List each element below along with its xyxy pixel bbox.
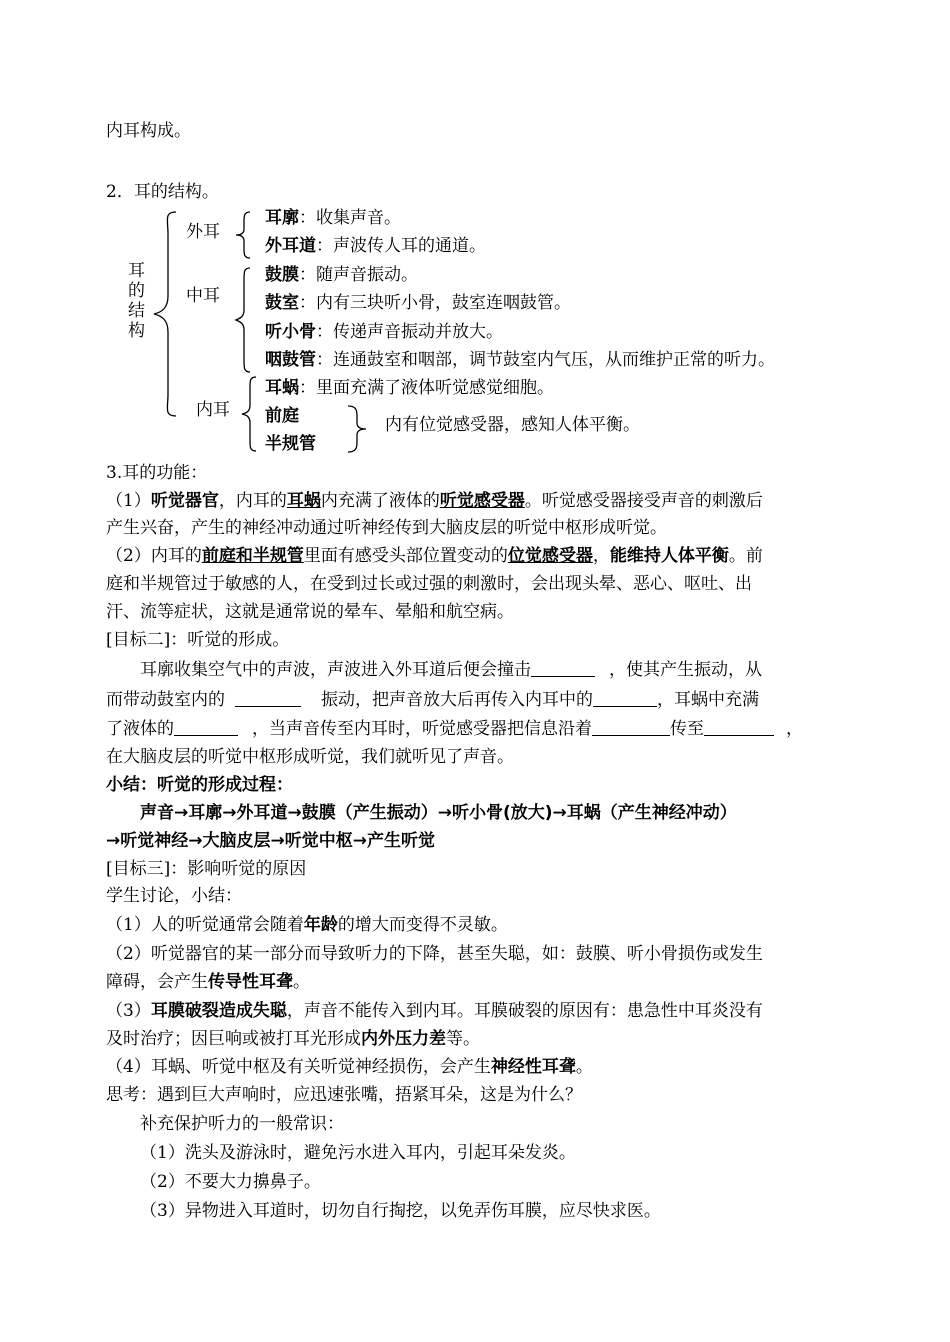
ossicles-term: 听小骨 — [265, 322, 316, 342]
i1b: 年龄 — [303, 915, 338, 935]
i2d: 。 — [293, 972, 310, 992]
cause-1 — [106, 915, 508, 935]
blank-3[interactable] — [593, 691, 657, 707]
auricle-desc: ：收集声音。 — [299, 208, 401, 228]
ear-canal-term: 外耳道 — [265, 236, 316, 256]
ossicles-line — [265, 322, 503, 342]
blank-5[interactable] — [592, 720, 670, 736]
goal2-line1 — [140, 660, 762, 680]
vestibule-term: 前庭 — [265, 406, 299, 426]
cochlea-term: 耳蜗 — [265, 378, 299, 398]
outer-ear-label: 外耳 — [186, 222, 220, 242]
g2-l3c: 传至 — [670, 719, 704, 739]
g2-l1b: ，使其产生振动，从 — [609, 660, 762, 680]
blank-1[interactable] — [531, 661, 595, 677]
ossicles-desc: ：传递声音振动并放大。 — [316, 322, 503, 342]
middle-ear-label: 中耳 — [186, 286, 220, 306]
goal2-line3 — [106, 719, 803, 739]
i3a: （3） — [106, 1001, 151, 1021]
goal2-line2 — [106, 690, 759, 710]
function-2-line3: 汗、流等症状，这就是通常说的晕车、晕船和航空病。 — [106, 602, 514, 622]
blank-6[interactable] — [704, 720, 774, 736]
p1-d: 耳蜗 — [286, 491, 321, 511]
g2-l3a: 了液体的 — [106, 719, 174, 739]
function-2-line2: 庭和半规管过于敏感的人，在受到过长或过强的刺激时，会出现头晕、恶心、呕吐、出 — [106, 574, 752, 594]
i3b: 耳膜破裂造成失聪 — [150, 1001, 287, 1021]
cochlea-desc: ：里面充满了液体听觉感觉细胞。 — [299, 378, 554, 398]
eardrum-line — [265, 265, 418, 285]
goal3-discussion: 学生讨论，小结： — [106, 886, 242, 906]
cause-4 — [106, 1057, 593, 1077]
main-brace — [150, 210, 180, 420]
auricle-term: 耳廓 — [265, 208, 299, 228]
ear-canal-desc: ：声波传人耳的通道。 — [316, 236, 486, 256]
eustachian-desc: ：连通鼓室和咽部，调节鼓室内气压，从而维护正常的听力。 — [316, 350, 775, 370]
cause-3-line2 — [106, 1029, 480, 1049]
blank-4[interactable] — [174, 720, 238, 736]
function-1-line1 — [106, 491, 763, 511]
outer-brace — [232, 210, 254, 260]
root-char-4: 构 — [128, 321, 145, 341]
blank-2[interactable] — [235, 691, 301, 707]
balance-brace — [344, 404, 370, 454]
i3c: ，声音不能传入到内耳。耳膜破裂的原因有：患急性中耳炎没有 — [286, 1001, 763, 1021]
balance-note: 内有位觉感受器，感知人体平衡。 — [385, 415, 640, 435]
semicircular-canals-term: 半规管 — [265, 434, 316, 454]
auricle-line — [265, 208, 401, 228]
root-char-2: 的 — [128, 281, 145, 301]
p2-a: （2）内耳的 — [106, 546, 202, 566]
p2-g: 。前 — [728, 546, 763, 566]
i3e: 内外压力差 — [361, 1029, 446, 1049]
function-1-line2: 产生兴奋，产生的神经冲动通过听神经传到大脑皮层的听觉中枢形成听觉。 — [106, 518, 667, 538]
p1-c: ，内耳的 — [218, 491, 287, 511]
p1-a: （1） — [106, 491, 151, 511]
p1-g: 。听觉感受器接受声音的刺激后 — [524, 491, 763, 511]
summary-heading: 小结：听觉的形成过程： — [106, 775, 293, 795]
eardrum-desc: ：随声音振动。 — [299, 265, 418, 285]
p2-c: 里面有感受头部位置变动的 — [303, 546, 508, 566]
g2-l2a: 而带动鼓室内的 — [106, 690, 225, 710]
i4a: （4）耳蜗、听觉中枢及有关听觉神经损伤，会产生 — [106, 1057, 491, 1077]
section3-heading: 3.耳的功能： — [106, 463, 208, 483]
supplement-3: （3）异物进入耳道时，切勿自行掏挖，以免弄伤耳膜，应尽快求医。 — [140, 1201, 661, 1221]
p1-b: 听觉器官 — [150, 491, 219, 511]
i1a: （1）人的听觉通常会随着 — [106, 915, 304, 935]
tympanic-cavity-desc: ：内有三块听小骨，鼓室连咽鼓管。 — [299, 293, 571, 313]
g2-l2b: 振动，把声音放大后再传入内耳中的 — [321, 690, 593, 710]
p2-e: ， — [592, 546, 610, 566]
cause-2-line2 — [106, 972, 310, 992]
supplement-1: （1）洗头及游泳时，避免污水进入耳内，引起耳朵发炎。 — [140, 1143, 576, 1163]
cause-3-line1 — [106, 1001, 763, 1021]
i2b: 障碍，会产生 — [106, 972, 208, 992]
i4b: 神经性耳聋 — [490, 1057, 576, 1077]
p2-d: 位觉感受器 — [507, 546, 593, 566]
i1c: 的增大而变得不灵敏。 — [337, 915, 508, 935]
p2-f: 能维持人体平衡 — [609, 546, 729, 566]
function-2-line1 — [106, 546, 763, 566]
g2-l1a: 耳廓收集空气中的声波，声波进入外耳道后便会撞击 — [140, 660, 531, 680]
i2c: 传导性耳聋 — [208, 972, 293, 992]
ear-canal-line — [265, 236, 486, 256]
p1-e: 内充满了液体的 — [320, 491, 440, 511]
cause-2-line1: （2）听觉器官的某一部分而导致听力的下降，甚至失聪，如：鼓膜、听小骨损伤或发生 — [106, 944, 763, 964]
tympanic-cavity-term: 鼓室 — [265, 293, 299, 313]
tympanic-cavity-line — [265, 293, 571, 313]
root-char-3: 结 — [128, 301, 145, 321]
summary-flow-2: →听觉神经→大脑皮层→听觉中枢→产生听觉 — [106, 831, 435, 851]
g2-l3d: ， — [786, 719, 803, 739]
i3d: 及时治疗；因巨响或被打耳光形成 — [106, 1029, 361, 1049]
p1-f: 听觉感受器 — [439, 491, 525, 511]
intro-tail: 内耳构成。 — [106, 121, 191, 141]
goal3-heading: [目标三]：影响听觉的原因 — [106, 859, 307, 879]
middle-brace — [232, 266, 254, 374]
eustachian-line — [265, 350, 775, 370]
section2-heading: 2．耳的结构。 — [106, 182, 219, 202]
g2-l3b: ，当声音传至内耳时，听觉感受器把信息沿着 — [252, 719, 592, 739]
inner-ear-label: 内耳 — [196, 400, 230, 420]
eustachian-term: 咽鼓管 — [265, 350, 316, 370]
summary-flow-1: 声音→耳廓→外耳道→鼓膜（产生振动）→听小骨(放大)→耳蜗（产生神经冲动） — [140, 803, 737, 823]
i3f: 等。 — [446, 1029, 480, 1049]
eardrum-term: 鼓膜 — [265, 265, 299, 285]
g2-l2c: ，耳蜗中充满 — [657, 690, 759, 710]
supplement-2: （2）不要大力擤鼻子。 — [140, 1172, 321, 1192]
supplement-heading: 补充保护听力的一般常识： — [140, 1114, 344, 1134]
p2-b: 前庭和半规管 — [201, 546, 304, 566]
cochlea-line — [265, 378, 554, 398]
goal2-heading: [目标二]：听觉的形成。 — [106, 630, 290, 650]
i4c: 。 — [575, 1057, 593, 1077]
inner-brace — [238, 375, 260, 453]
think-question: 思考：遇到巨大声响时，应迅速张嘴，捂紧耳朵，这是为什么？ — [106, 1085, 582, 1105]
goal2-line4: 在大脑皮层的听觉中枢形成听觉，我们就听见了声音。 — [106, 747, 514, 767]
root-char-1: 耳 — [128, 261, 145, 281]
